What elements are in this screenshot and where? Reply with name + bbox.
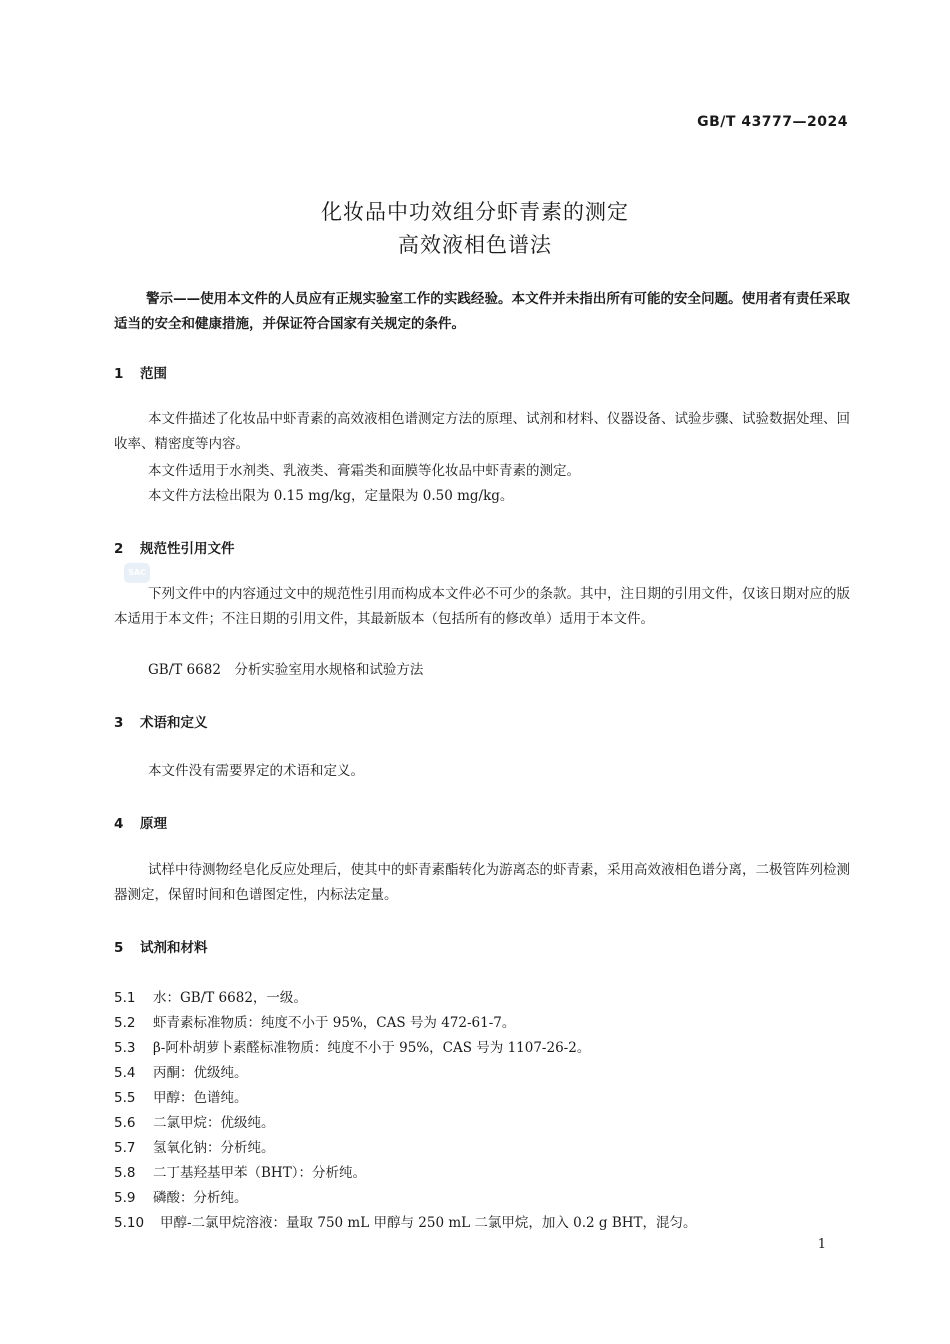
item-number: 5.9 bbox=[114, 1190, 136, 1206]
scope-paragraph-3: 本文件方法检出限为 0.15 mg/kg，定量限为 0.50 mg/kg。 bbox=[148, 488, 514, 504]
item-number: 5.10 bbox=[114, 1215, 145, 1231]
section-title: 规范性引用文件 bbox=[140, 541, 235, 557]
sac-watermark-logo: SAC bbox=[124, 563, 150, 583]
item-text: 甲醇-二氯甲烷溶液：量取 750 mL 甲醇与 250 mL 二氯甲烷，加入 0.2 g BHT，混匀。 bbox=[160, 1215, 697, 1231]
section-heading-reagents bbox=[114, 936, 208, 956]
reagent-item bbox=[114, 1111, 850, 1131]
references-paragraph: 下列文件中的内容通过文中的规范性引用而构成本文件必不可少的条款。其中，注日期的引用文件，仅该日期对应的版本适用于本文件；不注日期的引用文件，其最新版本（包括所有的修改单）适用于本文件。 bbox=[114, 586, 850, 627]
item-text: β-阿朴胡萝卜素醛标准物质：纯度不小于 95%，CAS 号为 1107-26-2。 bbox=[153, 1040, 591, 1056]
page-number: 1 bbox=[817, 1237, 826, 1252]
item-number: 5.2 bbox=[114, 1015, 136, 1031]
item-number: 5.6 bbox=[114, 1115, 136, 1131]
reference-entry: GB/T 6682 分析实验室用水规格和试验方法 bbox=[148, 662, 424, 678]
item-number: 5.5 bbox=[114, 1090, 136, 1106]
item-number: 5.7 bbox=[114, 1140, 136, 1156]
section-number: 2 bbox=[114, 541, 124, 557]
reagent-item bbox=[114, 1061, 850, 1081]
reagent-item bbox=[114, 986, 850, 1006]
safety-warning: 警示——使用本文件的人员应有正规实验室工作的实践经验。本文件并未指出所有可能的安全问题。使用者有责任采取适当的安全和健康措施，并保证符合国家有关规定的条件。 bbox=[114, 291, 850, 332]
item-text: 水：GB/T 6682，一级。 bbox=[153, 990, 307, 1006]
section-number: 3 bbox=[114, 715, 124, 731]
section-title: 范围 bbox=[140, 366, 167, 382]
section-heading-normative-references bbox=[114, 537, 235, 557]
item-number: 5.1 bbox=[114, 990, 136, 1006]
item-text: 磷酸：分析纯。 bbox=[153, 1190, 248, 1206]
section-number: 1 bbox=[114, 366, 124, 382]
section-number: 4 bbox=[114, 816, 124, 832]
principle-paragraph: 试样中待测物经皂化反应处理后，使其中的虾青素酯转化为游离态的虾青素，采用高效液相色谱分离，二极管阵列检测器测定，保留时间和色谱图定性，内标法定量。 bbox=[114, 862, 850, 903]
item-text: 二氯甲烷：优级纯。 bbox=[153, 1115, 275, 1131]
item-number: 5.8 bbox=[114, 1165, 136, 1181]
section-heading-scope bbox=[114, 362, 167, 382]
reagent-item bbox=[114, 1211, 850, 1231]
terms-paragraph: 本文件没有需要界定的术语和定义。 bbox=[148, 763, 364, 779]
scope-paragraph-2: 本文件适用于水剂类、乳液类、膏霜类和面膜等化妆品中虾青素的测定。 bbox=[148, 463, 580, 479]
document-title-line2: 高效液相色谱法 bbox=[398, 233, 552, 257]
item-number: 5.3 bbox=[114, 1040, 136, 1056]
item-text: 甲醇：色谱纯。 bbox=[153, 1090, 248, 1106]
item-number: 5.4 bbox=[114, 1065, 136, 1081]
item-text: 虾青素标准物质：纯度不小于 95%，CAS 号为 472-61-7。 bbox=[153, 1015, 516, 1031]
reagent-item bbox=[114, 1011, 850, 1031]
reagent-item bbox=[114, 1186, 850, 1206]
reagent-item bbox=[114, 1136, 850, 1156]
section-heading-principle bbox=[114, 812, 167, 832]
section-heading-terms bbox=[114, 711, 208, 731]
reagent-item bbox=[114, 1086, 850, 1106]
section-title: 术语和定义 bbox=[140, 715, 208, 731]
reagent-item bbox=[114, 1161, 850, 1181]
standard-number: GB/T 43777—2024 bbox=[697, 114, 848, 130]
scope-paragraph-1: 本文件描述了化妆品中虾青素的高效液相色谱测定方法的原理、试剂和材料、仪器设备、试验步骤、试验数据处理、回收率、精密度等内容。 bbox=[114, 411, 850, 452]
reagent-item bbox=[114, 1036, 850, 1056]
section-title: 原理 bbox=[140, 816, 167, 832]
document-title-line1: 化妆品中功效组分虾青素的测定 bbox=[321, 200, 629, 224]
item-text: 二丁基羟基甲苯（BHT）：分析纯。 bbox=[153, 1165, 366, 1181]
section-number: 5 bbox=[114, 940, 124, 956]
item-text: 丙酮：优级纯。 bbox=[153, 1065, 248, 1081]
section-title: 试剂和材料 bbox=[140, 940, 208, 956]
item-text: 氢氧化钠：分析纯。 bbox=[153, 1140, 275, 1156]
